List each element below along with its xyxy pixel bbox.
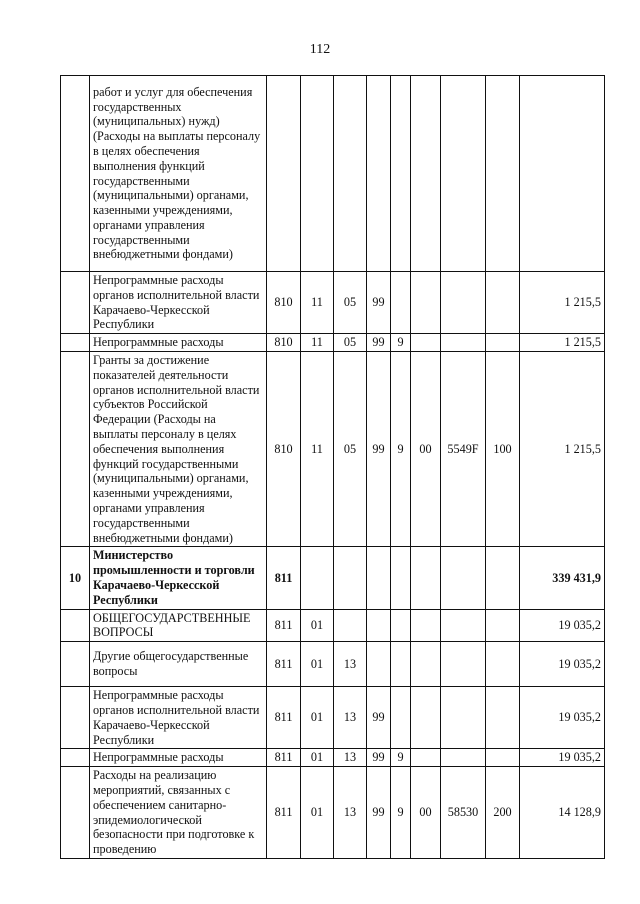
- direction-code-cell: [411, 334, 441, 352]
- row-name-cell: работ и услуг для обеспечения государственных (муниципальных) нужд) (Расходы на выплаты персоналу в целях обеспечения выполнения функций государственными (муниципальными) органами, казенными учреждениями, органами управления государственными внебюджетными фондами): [90, 76, 267, 272]
- expense-type-cell: [486, 272, 520, 334]
- program-code-cell: [367, 642, 391, 687]
- table-row: [61, 749, 605, 767]
- program-code-cell: 99: [367, 687, 391, 749]
- section-code-cell: [301, 76, 334, 272]
- program-code-cell: 99: [367, 767, 391, 859]
- row-number-cell: [61, 687, 90, 749]
- section-code-cell: [301, 547, 334, 609]
- section-code-cell: 01: [301, 767, 334, 859]
- direction-code-cell: [411, 642, 441, 687]
- expense-code-cell: [441, 334, 486, 352]
- row-number-cell: [61, 642, 90, 687]
- ministry-code-cell: 811: [267, 609, 301, 642]
- amount-cell: 1 215,5: [520, 334, 605, 352]
- expense-code-cell: [441, 272, 486, 334]
- amount-cell: 339 431,9: [520, 547, 605, 609]
- table-row: [61, 642, 605, 687]
- row-name-cell: Другие общегосударственные вопросы: [90, 642, 267, 687]
- direction-code-cell: 00: [411, 767, 441, 859]
- program-code-cell: 99: [367, 749, 391, 767]
- expense-code-cell: 58530: [441, 767, 486, 859]
- subsection-code-cell: [334, 547, 367, 609]
- amount-cell: 14 128,9: [520, 767, 605, 859]
- amount-cell: 1 215,5: [520, 351, 605, 546]
- expense-code-cell: [441, 609, 486, 642]
- section-code-cell: 01: [301, 609, 334, 642]
- page-number: 112: [309, 42, 331, 57]
- amount-cell: [520, 76, 605, 272]
- expense-code-cell: [441, 547, 486, 609]
- expense-type-cell: 200: [486, 767, 520, 859]
- subprogram-code-cell: [391, 609, 411, 642]
- expense-code-cell: 5549F: [441, 351, 486, 546]
- program-code-cell: 99: [367, 351, 391, 546]
- table-row: [61, 272, 605, 334]
- amount-cell: 19 035,2: [520, 687, 605, 749]
- ministry-code-cell: 810: [267, 334, 301, 352]
- expense-type-cell: 100: [486, 351, 520, 546]
- table-row: [61, 351, 605, 546]
- ministry-code-cell: 811: [267, 687, 301, 749]
- subprogram-code-cell: [391, 272, 411, 334]
- row-number-cell: [61, 272, 90, 334]
- row-name-cell: Непрограммные расходы органов исполнительной власти Карачаево-Черкесской Республики: [90, 272, 267, 334]
- direction-code-cell: [411, 272, 441, 334]
- program-code-cell: [367, 547, 391, 609]
- table-row: [61, 76, 605, 272]
- program-code-cell: 99: [367, 272, 391, 334]
- ministry-code-cell: 810: [267, 351, 301, 546]
- row-number-cell: [61, 767, 90, 859]
- subprogram-code-cell: 9: [391, 334, 411, 352]
- amount-cell: 19 035,2: [520, 642, 605, 687]
- amount-cell: 1 215,5: [520, 272, 605, 334]
- section-code-cell: 01: [301, 642, 334, 687]
- table-row: [61, 687, 605, 749]
- section-code-cell: 11: [301, 334, 334, 352]
- expense-type-cell: [486, 609, 520, 642]
- row-name-cell: Расходы на реализацию мероприятий, связанных с обеспечением санитарно-эпидемиологической безопасности при подготовке к проведению: [90, 767, 267, 859]
- table-body: [61, 76, 605, 859]
- program-code-cell: 99: [367, 334, 391, 352]
- row-number-cell: 10: [61, 547, 90, 609]
- subsection-code-cell: 05: [334, 334, 367, 352]
- row-number-cell: [61, 351, 90, 546]
- subprogram-code-cell: [391, 76, 411, 272]
- expense-type-cell: [486, 749, 520, 767]
- section-code-cell: 01: [301, 749, 334, 767]
- subsection-code-cell: 13: [334, 642, 367, 687]
- expense-type-cell: [486, 687, 520, 749]
- subsection-code-cell: 13: [334, 749, 367, 767]
- expense-code-cell: [441, 749, 486, 767]
- ministry-code-cell: 811: [267, 749, 301, 767]
- expense-type-cell: [486, 334, 520, 352]
- section-code-cell: 01: [301, 687, 334, 749]
- table-row: [61, 334, 605, 352]
- direction-code-cell: [411, 609, 441, 642]
- row-name-cell: Гранты за достижение показателей деятельности органов исполнительной власти субъектов Российской Федерации (Расходы на выплаты персоналу в целях обеспечения выполнения функций государственными (муниципальными) органами, казенными учреждениями, органами управления государственными внебюджетными фондами): [90, 351, 267, 546]
- subsection-code-cell: 13: [334, 767, 367, 859]
- direction-code-cell: [411, 749, 441, 767]
- ministry-code-cell: 811: [267, 642, 301, 687]
- row-number-cell: [61, 609, 90, 642]
- subprogram-code-cell: 9: [391, 351, 411, 546]
- ministry-code-cell: 810: [267, 272, 301, 334]
- row-name-cell: Непрограммные расходы органов исполнительной власти Карачаево-Черкесской Республики: [90, 687, 267, 749]
- expense-code-cell: [441, 76, 486, 272]
- section-code-cell: 11: [301, 272, 334, 334]
- subsection-code-cell: 05: [334, 272, 367, 334]
- table-row: [61, 609, 605, 642]
- subprogram-code-cell: [391, 642, 411, 687]
- row-number-cell: [61, 334, 90, 352]
- direction-code-cell: 00: [411, 351, 441, 546]
- direction-code-cell: [411, 76, 441, 272]
- ministry-code-cell: 811: [267, 547, 301, 609]
- row-name-cell: Непрограммные расходы: [90, 749, 267, 767]
- expense-code-cell: [441, 642, 486, 687]
- subsection-code-cell: 05: [334, 351, 367, 546]
- subprogram-code-cell: 9: [391, 767, 411, 859]
- row-name-cell: Непрограммные расходы: [90, 334, 267, 352]
- program-code-cell: [367, 76, 391, 272]
- budget-table: [60, 75, 605, 859]
- direction-code-cell: [411, 687, 441, 749]
- table-row: [61, 547, 605, 609]
- row-number-cell: [61, 749, 90, 767]
- ministry-code-cell: [267, 76, 301, 272]
- amount-cell: 19 035,2: [520, 749, 605, 767]
- expense-code-cell: [441, 687, 486, 749]
- subsection-code-cell: [334, 609, 367, 642]
- subsection-code-cell: 13: [334, 687, 367, 749]
- subsection-code-cell: [334, 76, 367, 272]
- amount-cell: 19 035,2: [520, 609, 605, 642]
- program-code-cell: [367, 609, 391, 642]
- subprogram-code-cell: 9: [391, 749, 411, 767]
- expense-type-cell: [486, 76, 520, 272]
- section-code-cell: 11: [301, 351, 334, 546]
- expense-type-cell: [486, 642, 520, 687]
- expense-type-cell: [486, 547, 520, 609]
- row-name-cell: ОБЩЕГОСУДАРСТВЕННЫЕ ВОПРОСЫ: [90, 609, 267, 642]
- subprogram-code-cell: [391, 547, 411, 609]
- subprogram-code-cell: [391, 687, 411, 749]
- row-name-cell: Министерство промышленности и торговли Карачаево-Черкесской Республики: [90, 547, 267, 609]
- direction-code-cell: [411, 547, 441, 609]
- ministry-code-cell: 811: [267, 767, 301, 859]
- row-number-cell: [61, 76, 90, 272]
- table-row: [61, 767, 605, 859]
